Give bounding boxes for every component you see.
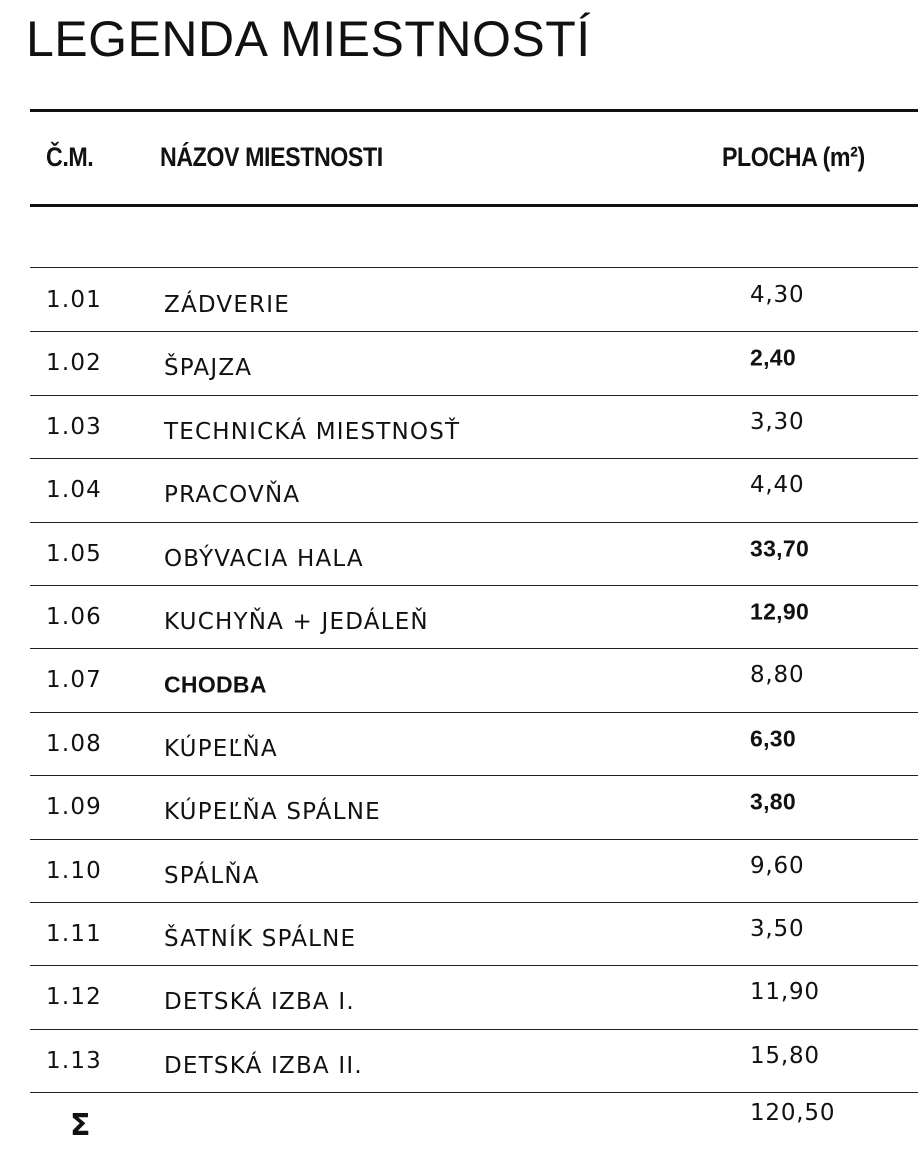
room-number: 1.10 [46,857,103,884]
room-name: DETSKÁ IZBA II. [164,1052,363,1079]
legend-title: LEGENDA MIESTNOSTÍ [26,11,591,67]
room-number: 1.07 [46,667,103,694]
room-number: 1.11 [46,921,103,947]
room-area: 3,50 [750,916,805,943]
table-row [0,269,918,331]
room-area: 6,30 [750,725,796,752]
table-row [0,649,918,711]
room-name: CHODBA [164,671,267,698]
total-sigma: Σ [70,1108,91,1143]
table-row [0,840,918,902]
room-number: 1.03 [46,413,103,440]
room-area: 4,30 [750,282,805,309]
room-name: OBÝVACIA HALA [164,545,364,572]
room-number: 1.09 [46,794,103,821]
room-number: 1.08 [46,730,103,757]
room-number: 1.04 [46,477,103,504]
room-area: 8,80 [750,662,805,689]
room-number: 1.02 [46,350,103,377]
row-divider [30,1092,918,1093]
room-area: 12,90 [750,598,810,625]
room-number: 1.12 [46,984,103,1011]
room-name: PRACOVŇA [164,482,301,509]
total-area: 120,50 [750,1100,836,1126]
header-name: NÁZOV MIESTNOSTI [160,142,383,172]
table-row [0,332,918,394]
table-row [0,776,918,838]
table-row [0,396,918,458]
table-row [0,459,918,521]
room-number: 1.01 [46,287,103,313]
room-name: ŠPAJZA [164,355,253,382]
room-area: 15,80 [750,1042,820,1069]
room-number: 1.06 [46,604,103,630]
room-area: 11,90 [750,979,820,1006]
header-bottom-rule [30,204,918,207]
table-top-rule [30,267,918,268]
header-top-rule [30,109,918,112]
room-area: 9,60 [750,852,805,879]
room-number: 1.05 [46,540,103,567]
room-area: 3,30 [750,408,805,435]
room-area: 3,80 [750,788,796,815]
room-name: DETSKÁ IZBA I. [164,989,355,1016]
table-row [0,1030,918,1092]
header-number: Č.M. [46,142,94,172]
header-area: PLOCHA (m²) [722,142,865,172]
room-area: 33,70 [750,535,810,562]
room-name: KUCHYŇA + JEDÁLEŇ [164,608,429,635]
room-area: 2,40 [750,344,796,371]
table-row [0,523,918,585]
room-name: TECHNICKÁ MIESTNOSŤ [164,418,461,445]
room-area: 4,40 [750,472,805,499]
room-name: ŠATNÍK SPÁLNE [164,925,357,952]
room-name: SPÁLŇA [164,862,260,889]
room-name: KÚPEĽŇA SPÁLNE [164,799,381,826]
room-number: 1.13 [46,1047,103,1074]
table-row [0,713,918,775]
table-row [0,903,918,965]
room-name: KÚPEĽŇA [164,735,278,762]
table-row [0,966,918,1028]
table-row [0,586,918,648]
room-name: ZÁDVERIE [164,291,290,318]
